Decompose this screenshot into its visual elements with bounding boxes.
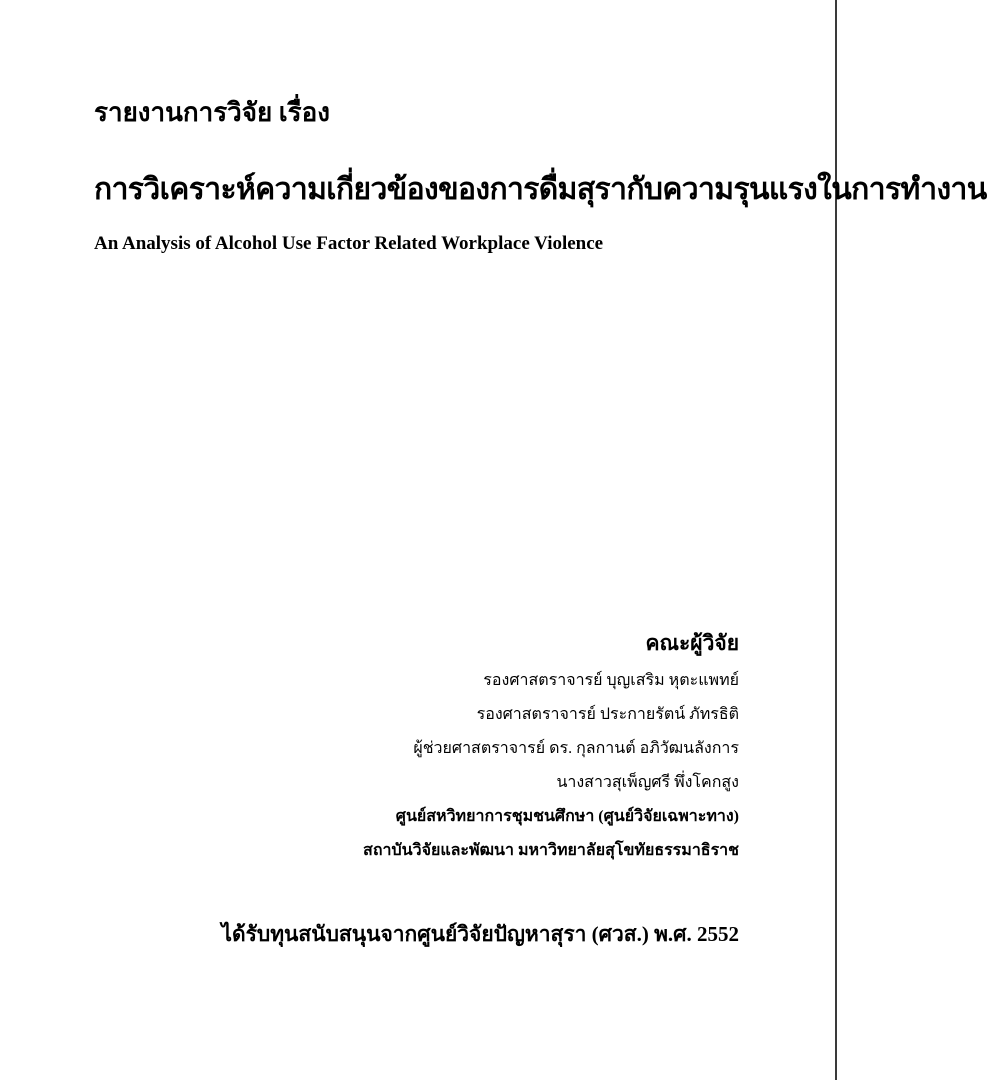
researchers-heading: คณะผู้วิจัย	[645, 631, 739, 655]
report-title-english: An Analysis of Alcohol Use Factor Related Workplace Violence	[94, 233, 604, 254]
researcher-name: นางสาวสุเพ็ญศรี พึ่งโคกสูง	[556, 774, 739, 791]
report-heading: รายงานการวิจัย เรื่อง	[94, 98, 330, 127]
researchers-block	[363, 628, 739, 868]
researcher-name: รองศาสตราจารย์ บุญเสริม หุตะแพทย์	[483, 672, 739, 689]
organization-name: สถาบันวิจัยและพัฒนา มหาวิทยาลัยสุโขทัยธรรมาธิราช	[363, 842, 739, 859]
researcher-name: ผู้ช่วยศาสตราจารย์ ดร. กุลกานต์ อภิวัฒนลังการ	[413, 740, 739, 757]
organization-name: ศูนย์สหวิทยาการชุมชนศึกษา (ศูนย์วิจัยเฉพาะทาง)	[395, 808, 739, 825]
report-title-thai: การวิเคราะห์ความเกี่ยวข้องของการดื่มสุรากับความรุนแรงในการทำงาน	[94, 173, 987, 206]
funding-statement: ได้รับทุนสนับสนุนจากศูนย์วิจัยปัญหาสุรา (ศวส.) พ.ศ. 2552	[221, 922, 739, 946]
researcher-name: รองศาสตราจารย์ ประกายรัตน์ ภัทรธิติ	[476, 706, 739, 723]
page-border-line	[835, 0, 837, 1080]
